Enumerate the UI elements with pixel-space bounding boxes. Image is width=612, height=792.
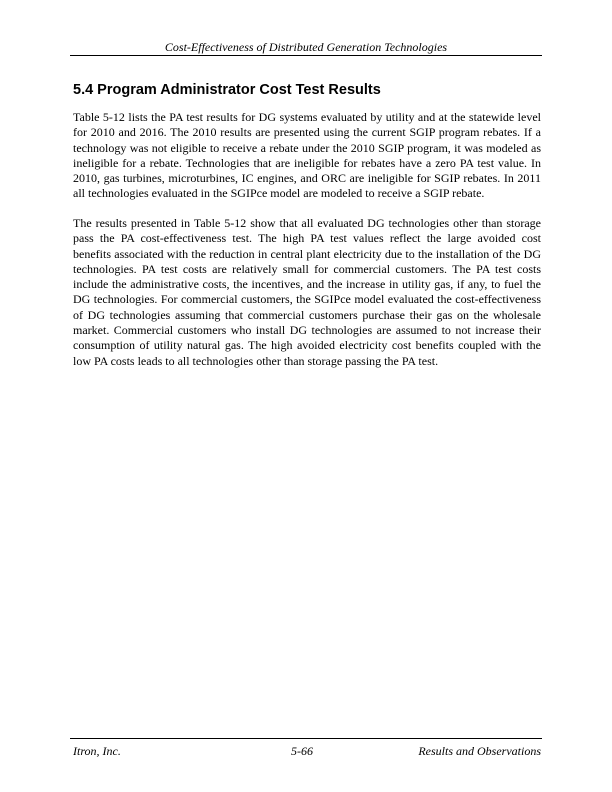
footer-rule [70,738,542,739]
text-line: all technologies evaluated in the SGIPce model are modeled to receive a SGIP rebate. [73,186,485,201]
text-line: for 2010 and 2016. The 2010 results are presented using the current SGIP program rebates. If a [73,125,541,140]
running-header: Cost-Effectiveness of Distributed Generation Technologies [164,40,448,54]
text-line: DG technologies. For commercial customers, the SGIPce model evaluated the cost-effectiveness [73,292,541,307]
footer-section: Results and Observations [418,744,541,758]
text-line: benefits associated with the reduction in central plant electricity due to the installation of the DG [73,246,541,261]
text-line: technologies. PA test costs are relatively small for commercial customers. The PA test costs [73,261,541,276]
text-line: Table 5-12 lists the PA test results for DG systems evaluated by utility and at the statewide level [73,110,541,124]
text-line: pass the PA cost-effectiveness test. The high PA test values reflect the large avoided cost [73,231,541,246]
text-line: of DG technologies assuming that commercial customers purchase their gas on the wholesale [73,307,541,322]
text-line: technology was not eligible to receive a rebate under the 2010 SGIP program, it was modeled as [73,140,541,155]
text-line: include the administrative costs, the incentives, and the increase in utility gas, if any, to fuel the [73,277,541,292]
text-line: market. Commercial customers who install DG technologies are assumed to not increase their [73,323,541,338]
text-line: ineligible for a rebate. Technologies that are ineligible for rebates have a zero PA test value. In [73,155,541,170]
text-line: The results presented in Table 5-12 show that all evaluated DG technologies other than storage [73,216,541,230]
text-line: consumption of utility natural gas. The high avoided electricity cost benefits coupled with the [73,338,541,353]
page-number: 5-66 [291,744,313,758]
paragraph-1 [73,110,541,202]
footer-company: Itron, Inc. [73,744,121,758]
section-heading: 5.4 Program Administrator Cost Test Results [73,82,381,98]
header-rule [70,55,542,56]
text-line: low PA costs leads to all technologies other than storage passing the PA test. [73,353,439,368]
text-line: 2010, gas turbines, microturbines, IC engines, and ORC are ineligible for SGIP rebates. In 2011 [73,171,541,186]
paragraph-2 [73,216,541,369]
